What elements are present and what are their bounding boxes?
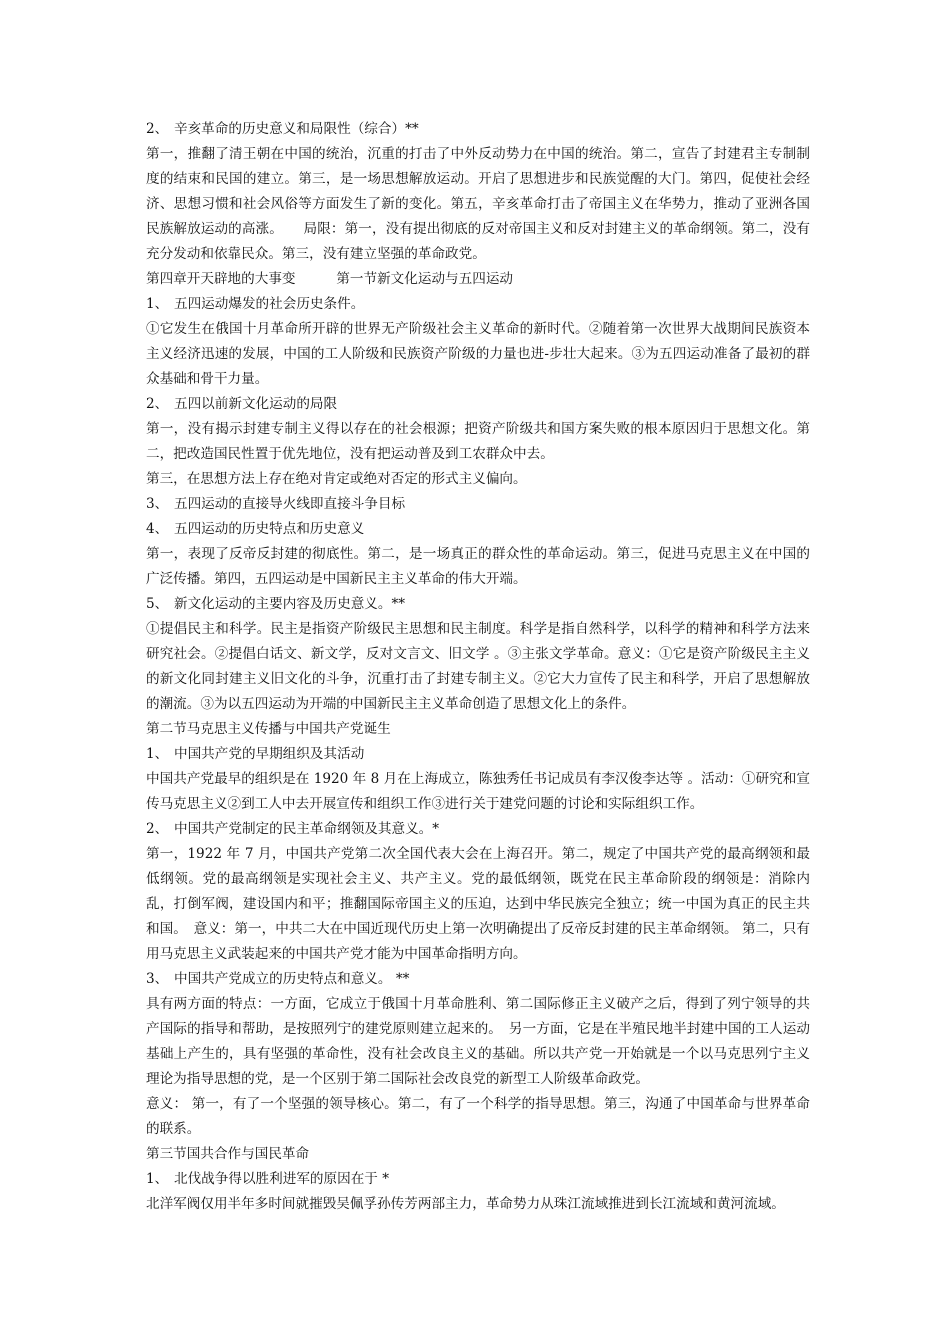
heading-item	[146, 817, 810, 842]
heading-item	[146, 967, 810, 992]
paragraph: 意义： 第一，有了一个坚强的领导核心。第二，有了一个科学的指导思想。第三，沟通了中国革命与世界革命的联系。	[146, 1096, 810, 1137]
document-body	[146, 117, 810, 1217]
section-heading: 第二节马克思主义传播与中国共产党诞生	[146, 721, 391, 737]
paragraph: 具有两方面的特点：一方面，它成立于俄国十月革命胜利、第二国际修正主义破产之后，得到了列宁领导的共产国际的指导和帮助，是按照列宁的建党原则建立起来的。 另一方面，它是在半殖民地半封建中国的工人运动基础上产生的，具有坚强的革命性，没有社会改良主义的基础。所以共产党一开始就是一个以马克思列宁主义理论为指导思想的党，是一个区别于第二国际社会改良党的新型工人阶级革命政党。	[146, 996, 810, 1087]
item-number: 1、	[146, 296, 169, 312]
paragraph: 中国共产党最早的组织是在 1920 年 8 月在上海成立，陈独秀任书记成员有李汉俊李达等 。活动：①研究和宣传马克思主义②到工人中去开展宣传和组织工作③进行关于建党问题的讨论和实际组织工作。	[146, 771, 810, 812]
item-title: 新文化运动的主要内容及历史意义。**	[174, 596, 406, 612]
item-number: 2、	[146, 396, 169, 412]
item-title: 五四运动的直接导火线即直接斗争目标	[174, 496, 406, 512]
heading-item	[146, 292, 810, 317]
item-title: 中国共产党成立的历史特点和意义。 **	[174, 971, 410, 987]
item-title: 五四运动的历史特点和历史意义	[174, 521, 365, 537]
heading-item	[146, 117, 810, 142]
chapter-heading: 第四章开天辟地的大事变 第一节新文化运动与五四运动	[146, 271, 514, 287]
item-title: 中国共产党的早期组织及其活动	[174, 746, 365, 762]
item-number: 1、	[146, 1171, 169, 1187]
item-number: 3、	[146, 971, 169, 987]
item-title: 辛亥革命的历史意义和局限性（综合）**	[174, 121, 419, 137]
paragraph: 第三，在思想方法上存在绝对肯定或绝对否定的形式主义偏向。	[146, 471, 527, 487]
item-number: 2、	[146, 121, 169, 137]
item-number: 5、	[146, 596, 169, 612]
paragraph: 第一，没有揭示封建专制主义得以存在的社会根源；把资产阶级共和国方案失败的根本原因归于思想文化。第二，把改造国民性置于优先地位，没有把运动普及到工农群众中去。	[146, 421, 810, 462]
paragraph: ①它发生在俄国十月革命所开辟的世界无产阶级社会主义革命的新时代。②随着第一次世界大战期间民族资本主义经济迅速的发展，中国的工人阶级和民族资产阶级的力量也进-步壮大起来。③为五四运动准备了最初的群众基础和骨干力量。	[146, 321, 810, 387]
item-title: 五四运动爆发的社会历史条件。	[174, 296, 365, 312]
item-title: 北伐战争得以胜利进军的原因在于 *	[174, 1171, 390, 1187]
item-number: 4、	[146, 521, 169, 537]
paragraph: 第一，1922 年 7 月，中国共产党第二次全国代表大会在上海召开。第二，规定了中国共产党的最高纲领和最低纲领。党的最高纲领是实现社会主义、共产主义。党的最低纲领，既党在民主革命阶段的纲领是：消除内乱，打倒军阀，建设国内和平；推翻国际帝国主义的压迫，达到中华民族完全独立；统一中国为真正的民主共和国。 意义：第一，中共二大在中国近现代历史上第一次明确提出了反帝反封建的民主革命纲领。 第二，只有用马克思主义武装起来的中国共产党才能为中国革命指明方向。	[146, 846, 810, 962]
heading-item	[146, 492, 810, 517]
heading-item	[146, 592, 810, 617]
item-number: 2、	[146, 821, 169, 837]
heading-item	[146, 1167, 810, 1192]
item-number: 3、	[146, 496, 169, 512]
heading-item	[146, 392, 810, 417]
item-title: 中国共产党制定的民主革命纲领及其意义。*	[174, 821, 440, 837]
heading-item	[146, 517, 810, 542]
paragraph: ①提倡民主和科学。民主是指资产阶级民主思想和民主制度。科学是指自然科学，以科学的精神和科学方法来研究社会。②提倡白话文、新文学，反对文言文、旧文学 。③主张文学革命。意义：①它是资产阶级民主主义的新文化同封建主义旧文化的斗争，沉重打击了封建专制主义。②它大力宣传了民主和科学，开启了思想解放的潮流。③为以五四运动为开端的中国新民主主义革命创造了思想文化上的条件。	[146, 621, 810, 712]
paragraph: 北洋军阀仅用半年多时间就摧毁吴佩孚孙传芳两部主力，革命势力从珠江流域推进到长江流域和黄河流域。	[146, 1196, 785, 1212]
paragraph: 第一，表现了反帝反封建的彻底性。第二，是一场真正的群众性的革命运动。第三，促进马克思主义在中国的广泛传播。第四，五四运动是中国新民主主义革命的伟大开端。	[146, 546, 810, 587]
paragraph: 第一，推翻了清王朝在中国的统治，沉重的打击了中外反动势力在中国的统治。第二，宣告了封建君主专制制度的结束和民国的建立。第三，是一场思想解放运动。开启了思想进步和民族觉醒的大门。第四，促使社会经济、思想习惯和社会风俗等方面发生了新的变化。第五，辛亥革命打击了帝国主义在华势力，推动了亚洲各国民族解放运动的高涨。 局限：第一，没有提出彻底的反对帝国主义和反对封建主义的革命纲领。第二，没有充分发动和依靠民众。第三，没有建立坚强的革命政党。	[146, 146, 810, 262]
section-heading: 第三节国共合作与国民革命	[146, 1146, 310, 1162]
item-title: 五四以前新文化运动的局限	[174, 396, 338, 412]
heading-item	[146, 742, 810, 767]
item-number: 1、	[146, 746, 169, 762]
